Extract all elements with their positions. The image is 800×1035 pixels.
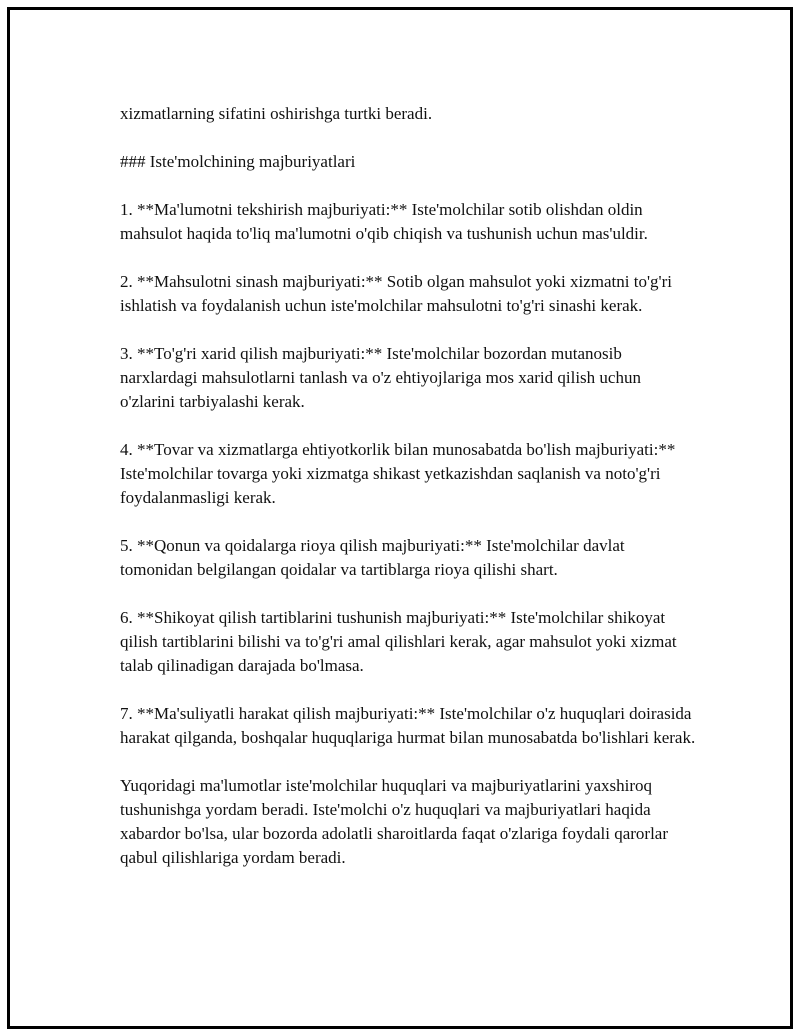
- list-item-3: 3. **To'g'ri xarid qilish majburiyati:** Iste'molchilar bozordan mutanosib narxlardagi mahsulotlarni tanlash va o'z ehtiyojlariga mos xarid qilish uchun o'zlarini tarbiyalashi kerak.: [120, 344, 641, 411]
- page-frame: [7, 7, 793, 1029]
- list-item-6: 6. **Shikoyat qilish tartiblarini tushunish majburiyati:** Iste'molchilar shikoyat qilish tartiblarini bilishi va to'g'ri amal qilishlari kerak, agar mahsulot yoki xizmat talab qilinadigan darajada bo'lmasa.: [120, 608, 677, 675]
- conclusion-paragraph: Yuqoridagi ma'lumotlar iste'molchilar huquqlari va majburiyatlarini yaxshiroq tushunishga yordam beradi. Iste'molchi o'z huquqlari va majburiyatlari haqida xabardor bo'lsa, ular bozorda adolatli sharoitlarda faqat o'zlariga foydali qarorlar qabul qilishlariga yordam beradi.: [120, 776, 669, 867]
- list-item-5: 5. **Qonun va qoidalarga rioya qilish majburiyati:** Iste'molchilar davlat tomonidan belgilangan qoidalar va tartiblarga rioya qilishi shart.: [120, 536, 625, 579]
- list-item-4: 4. **Tovar va xizmatlarga ehtiyotkorlik bilan munosabatda bo'lish majburiyati:** Iste'molchilar tovarga yoki xizmatga shikast yetkazishdan saqlanish va noto'g'ri foydalanmasligi kerak.: [120, 440, 676, 507]
- lead-paragraph: xizmatlarning sifatini oshirishga turtki beradi.: [120, 104, 433, 123]
- list-item-2: 2. **Mahsulotni sinash majburiyati:** Sotib olgan mahsulot yoki xizmatni to'g'ri ishlatish va foydalanish uchun iste'molchilar mahsulotni to'g'ri sinashi kerak.: [120, 272, 672, 315]
- section-heading: ### Iste'molchining majburiyatlari: [120, 152, 356, 171]
- list-item-7: 7. **Ma'suliyatli harakat qilish majburiyati:** Iste'molchilar o'z huquqlari doirasida harakat qilganda, boshqalar huquqlariga hurmat bilan munosabatda bo'lishlari kerak.: [120, 704, 696, 747]
- list-item-1: 1. **Ma'lumotni tekshirish majburiyati:** Iste'molchilar sotib olishdan oldin mahsulot haqida to'liq ma'lumotni o'qib chiqish va tushunish uchun mas'uldir.: [120, 200, 648, 243]
- document-body: [120, 102, 700, 894]
